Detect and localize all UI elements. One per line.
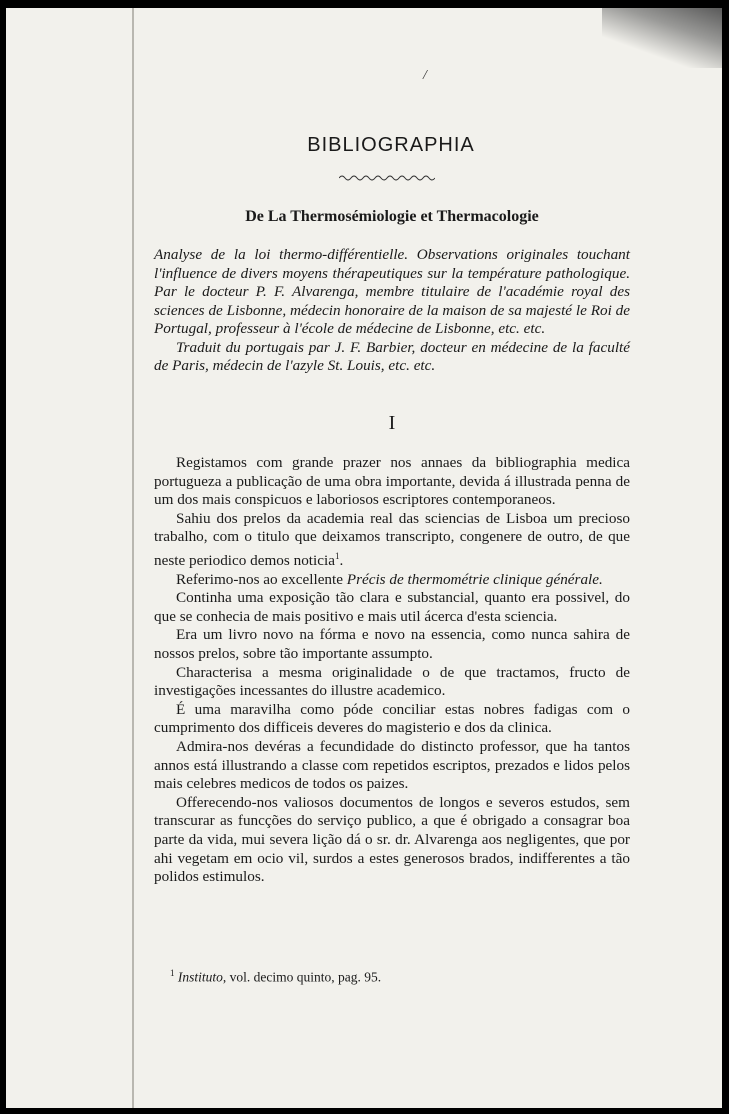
paragraph-text: Sahiu dos prelos da academia real das sciencias de Lisboa um precioso trabalho, com o titulo que deixamos transcripto, congenere de outro, de que neste periodico demos noticia	[154, 509, 630, 570]
section-number: I	[388, 412, 396, 434]
book-title: Précis de thermométrie clinique générale.	[346, 570, 603, 588]
page-title: BIBLIOGRAPHIA	[307, 134, 475, 156]
binding-edge	[132, 8, 134, 1108]
body-paragraph: É uma maravilha como póde conciliar estas nobres fadigas com o cumprimento dos difficeis deveres do magisterio e dos da clinica.	[154, 700, 630, 737]
body-paragraph: Admira-nos devéras a fecundidade do distincto professor, que ha tantos annos está illustrando a classe com repetidos escriptos, prezados e lidos pelos mais celebres medicos de todos os paizes.	[154, 737, 630, 793]
article-body	[154, 454, 630, 887]
body-paragraph: Offerecendo-nos valiosos documentos de longos e severos estudos, sem transcurar as funcções do serviço publico, a que é obrigado a consagrar boa parte da vida, mui severa lição dá o sr. dr. Alvarenga aos negligentes, que por ahi vegetam em ocio vil, surdos a estes generosos brados, indifferentes a tão polidos estimulos.	[154, 793, 630, 886]
body-paragraph: Era um livro novo na fórma e novo na essencia, como nunca sahira de nossos prelos, sobre tão importante assumpto.	[154, 626, 630, 662]
paragraph-end: .	[339, 552, 344, 570]
stray-mark: /	[423, 68, 427, 83]
body-paragraph: Characterisa a mesma originalidade o de que tractamos, fructo de investigações incessantes do illustre academico.	[154, 663, 630, 700]
scan-corner-shadow	[602, 8, 722, 68]
body-paragraph: Registamos com grande prazer nos annaes da bibliographia medica portugueza a publicação de uma obra importante, devida á illustrada penna de um dos mais conspicuos e laboriosos escriptores contemporaneos.	[154, 454, 630, 509]
footnote	[170, 968, 590, 986]
footnote-ref: 1	[334, 550, 340, 561]
footnote-text: , vol. decimo quinto, pag. 95.	[222, 969, 382, 985]
footnote-marker: 1	[170, 968, 175, 978]
translation-credit: Traduit du portugais par J. F. Barbier, docteur en médecine de la faculté de Paris, médecin de l'azyle St. Louis, etc. etc.	[154, 338, 630, 374]
body-paragraph: Continha uma exposição tão clara e substancial, quanto era possivel, do que se conhecia de mais positivo e mais util ácerca d'esta sciencia.	[154, 589, 630, 625]
body-paragraph	[154, 571, 630, 590]
book-description	[154, 246, 630, 376]
book-analysis-paragraph: Analyse de la loi thermo-différentielle. Observations originales touchant l'influence de divers moyens thérapeutiques sur la température pathologique. Par le docteur P. F. Alvarenga, membre titulaire de l'académie royal des sciences de Lisbonne, médecin honoraire de la maison de sa majesté le Roi de Portugal, professeur à l'école de médecine de Lisbonne, etc. etc.	[154, 246, 630, 337]
footnote-source: Instituto	[177, 969, 223, 985]
document-page	[6, 8, 722, 1108]
body-paragraph	[154, 510, 630, 571]
paragraph-text: Referimo-nos ao excellente	[176, 570, 343, 588]
wavy-divider	[339, 174, 435, 182]
article-subtitle: De La Thermosémiologie et Thermacologie	[245, 208, 539, 225]
